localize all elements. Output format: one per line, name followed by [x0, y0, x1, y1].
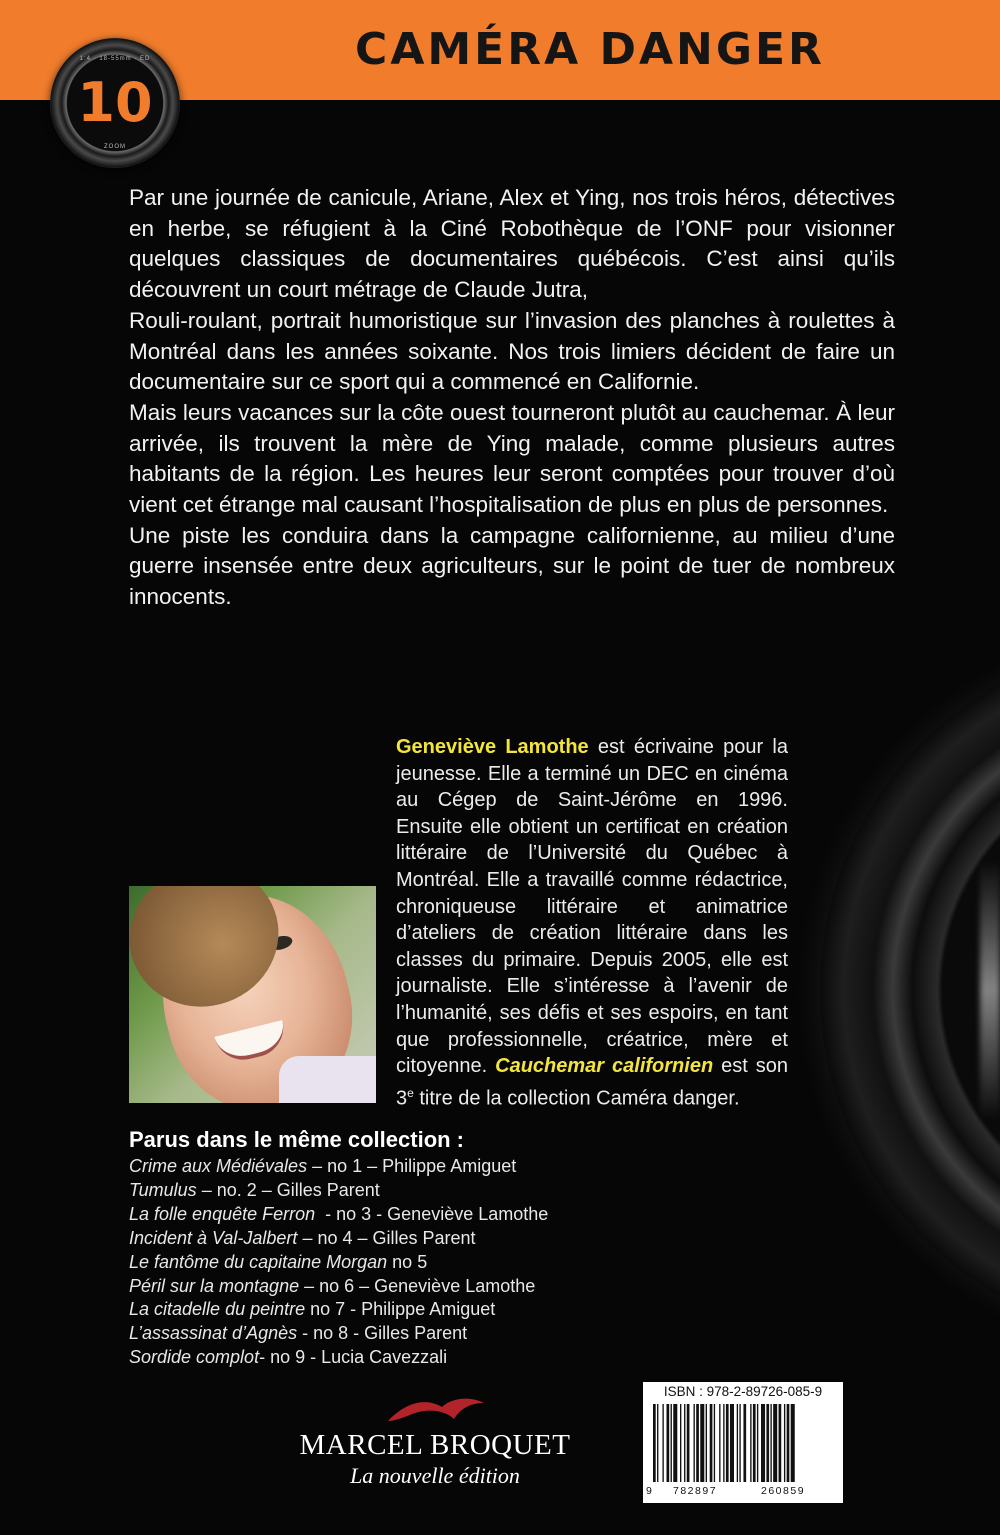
barcode-bar	[714, 1404, 715, 1482]
barcode-bar	[761, 1404, 765, 1482]
barcode-bars	[653, 1404, 835, 1482]
list-item	[129, 1275, 548, 1299]
book-list-info: - no 8 - Gilles Parent	[297, 1323, 468, 1344]
lens-ring-text-bottom: ZOOM	[104, 144, 126, 150]
barcode-bar	[687, 1404, 690, 1482]
book-list-title: Sordide complot	[129, 1347, 260, 1368]
barcode-bar	[694, 1404, 695, 1482]
publisher-logo	[290, 1393, 580, 1488]
camera-lens-decoration	[820, 640, 1000, 1340]
barcode-bar	[653, 1404, 656, 1482]
barcode-bar	[766, 1404, 769, 1482]
volume-number: 10	[77, 71, 153, 134]
book-list-title: L’assassinat d’Agnès	[129, 1323, 298, 1344]
barcode-bar	[723, 1404, 724, 1482]
book-list-title: Tumulus	[129, 1179, 197, 1200]
author-clothing	[279, 1056, 376, 1103]
publisher-tagline: La nouvelle édition	[350, 1463, 520, 1488]
barcode-bar	[726, 1404, 729, 1482]
barcode-bar	[662, 1404, 663, 1482]
book-list-title: Le fantôme du capitaine Morgan	[129, 1251, 388, 1272]
barcode-bar	[671, 1404, 672, 1482]
book-list-info: no 7 - Philippe Amiguet	[305, 1299, 496, 1320]
synopsis-paragraph: Rouli-roulant, portrait humoristique sur l’invasion des planches à roulettes à Montréal dans les années soixante. Nos trois limiers décident de faire un documentaire sur ce sport qui a commencé en Californie.	[129, 307, 895, 395]
barcode-bar	[743, 1404, 746, 1482]
author-photo	[129, 886, 376, 1103]
book-list-title: La folle enquête Ferron	[129, 1203, 316, 1224]
lens-ring-text-top: 1:4 · 18-55mm · ED	[79, 56, 151, 62]
barcode-bar	[730, 1404, 734, 1482]
list-item	[129, 1298, 548, 1322]
isbn-barcode	[643, 1382, 843, 1503]
synopsis	[129, 183, 895, 613]
series-title: CAMÉRA DANGER	[355, 24, 825, 75]
book-title: Cauchemar californien	[495, 1055, 714, 1078]
book-list-title: La citadelle du peintre	[129, 1299, 306, 1320]
book-list-info: no 5	[387, 1251, 428, 1272]
collection-heading: Parus dans le même collection :	[129, 1127, 465, 1152]
list-item	[129, 1322, 548, 1346]
barcode-bar	[757, 1404, 758, 1482]
barcode-bar	[684, 1404, 685, 1482]
collection-list	[129, 1155, 548, 1370]
bio-superscript: e	[407, 1085, 414, 1100]
barcode-bar	[773, 1404, 777, 1482]
book-list-title: Crime aux Médiévales	[129, 1156, 308, 1176]
barcode-bar	[784, 1404, 785, 1482]
lens-highlight	[980, 860, 1000, 1120]
barcode-bar	[696, 1404, 699, 1482]
barcode-bar	[700, 1404, 704, 1482]
publisher-name: MARCEL BROQUET	[299, 1429, 571, 1461]
barcode-bar	[673, 1404, 677, 1482]
volume-badge	[50, 38, 180, 168]
barcode-bar	[739, 1404, 740, 1482]
book-list-title: Péril sur la montagne	[129, 1275, 300, 1296]
book-list-info: – no 4 – Gilles Parent	[297, 1227, 476, 1248]
barcode-bar	[779, 1404, 782, 1482]
barcode-bar	[710, 1404, 713, 1482]
list-item	[129, 1155, 548, 1179]
list-item	[129, 1251, 548, 1275]
barcode-bar	[770, 1404, 771, 1482]
book-list-info: - no 3 - Geneviève Lamothe	[315, 1203, 549, 1224]
book-list-title: Incident à Val-Jalbert	[129, 1227, 298, 1248]
author-name: Geneviève Lamothe	[396, 736, 589, 758]
barcode-bar	[753, 1404, 756, 1482]
barcode-bar	[680, 1404, 681, 1482]
isbn-number: ISBN : 978-2-89726-085-9	[663, 1384, 823, 1399]
book-list-info: – no 1 – Philippe Amiguet	[307, 1156, 517, 1176]
list-item	[129, 1346, 548, 1370]
synopsis-paragraph: Mais leurs vacances sur la côte ouest tourneront plutôt au cauchemar. À leur arrivée, ils trouvent la mère de Ying malade, comme plusieurs autres habitants de la région. Les heures leur seront comptées pour trouver d’où vient cet étrange mal causant l’hospitalisation de plus en plus de personnes.	[129, 399, 895, 518]
barcode-bar	[657, 1404, 658, 1482]
book-list-info: - no 9 - Lucia Cavezzali	[259, 1347, 448, 1368]
barcode-bar	[706, 1404, 707, 1482]
barcode-digit-lead: 9	[646, 1485, 652, 1497]
book-list-info: – no 6 – Geneviève Lamothe	[299, 1275, 536, 1296]
barcode-bar	[737, 1404, 738, 1482]
barcode-digits-left: 782897	[673, 1485, 718, 1497]
synopsis-paragraph: Une piste les conduira dans la campagne californienne, au milieu d’une guerre insensée entre deux agriculteurs, sur le point de tuer de nombreux innocents.	[129, 522, 895, 610]
book-list-info: – no. 2 – Gilles Parent	[196, 1179, 380, 1200]
bio-text-1: est écrivaine pour la jeunesse. Elle a terminé un DEC en cinéma au Cégep de Saint-Jérôme en 1996. Ensuite elle obtient un certificat en création littéraire de l’Université du Québec à Montréal. Elle a travaillé comme rédactrice, chroniqueuse littéraire et animatrice d’ateliers de création littéraire dans les classes du primaire. Depuis 2005, elle est journaliste. Elle s’intéresse à l’avenir de l’humanité, ses défis et ses espoirs, en tant que professionnelle, créatrice, mère et citoyenne.	[396, 736, 789, 1078]
barcode-bar	[667, 1404, 670, 1482]
list-item	[129, 1227, 548, 1251]
bio-text-3: titre de la collection Caméra danger.	[413, 1087, 740, 1110]
synopsis-paragraph: Par une journée de canicule, Ariane, Alex et Ying, nos trois héros, détectives en herbe, se réfugient à la Ciné Robothèque de l’ONF pour visionner quelques classiques de documentaires québécois. C’est ainsi qu’ils découvrent un court métrage de Claude Jutra,	[129, 185, 895, 303]
bio-text-2: est son 3	[396, 1055, 789, 1110]
red-bird-icon	[380, 1393, 490, 1427]
barcode-bar	[750, 1404, 751, 1482]
barcode-bar	[719, 1404, 720, 1482]
list-item	[129, 1203, 548, 1227]
barcode-bar	[787, 1404, 790, 1482]
list-item	[129, 1179, 548, 1203]
barcode-bar	[791, 1404, 795, 1482]
barcode-digits-right: 260859	[761, 1485, 806, 1497]
